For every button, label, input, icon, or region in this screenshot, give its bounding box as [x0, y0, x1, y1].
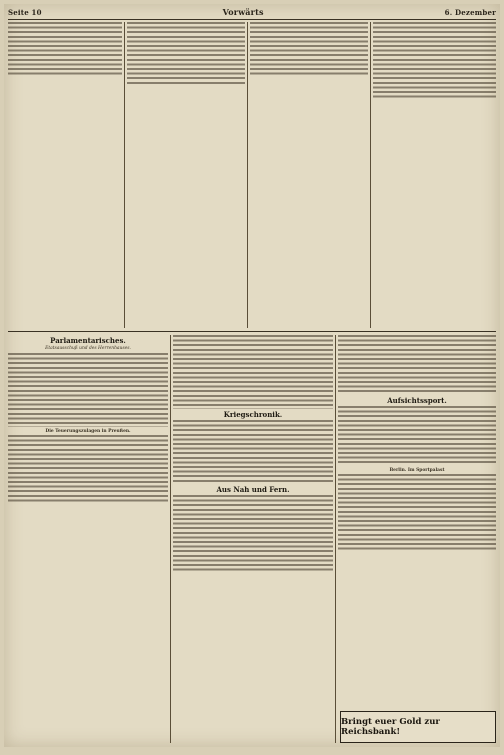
- sport-venue: Berlin. Im Sportpalast: [389, 467, 445, 473]
- section-rule: [8, 331, 496, 332]
- column-divider: [247, 22, 248, 328]
- column-text: [127, 22, 245, 86]
- column-divider: [370, 22, 371, 328]
- column-divider: [124, 22, 125, 328]
- top-column-3: [250, 22, 368, 328]
- column-divider: [170, 335, 171, 743]
- column-text: [8, 22, 122, 77]
- column-text: [8, 353, 168, 427]
- parliament-subsection: Die Teuerungszulagen in Preußen.: [45, 428, 131, 434]
- column-text: [173, 495, 333, 573]
- top-column-4: [373, 22, 496, 328]
- sport-heading: Aufsichtssport.: [387, 395, 447, 405]
- page-header: [8, 7, 496, 20]
- column-text: [173, 420, 333, 484]
- war-chronicle-heading: Kriegschronik.: [223, 409, 283, 419]
- war-column: [173, 335, 333, 743]
- top-column-2: [127, 22, 245, 328]
- issue-date: 6. Dezember: [444, 8, 496, 17]
- column-text: [338, 406, 496, 466]
- parliament-heading: Parlamentarisches.: [50, 336, 126, 345]
- column-text: [338, 335, 496, 395]
- column-text: [173, 335, 333, 409]
- masthead-title: Vorwärts: [222, 7, 264, 17]
- sport-column: [338, 335, 496, 707]
- column-text: [8, 435, 168, 504]
- near-far-heading: Aus Nah und Fern.: [216, 484, 290, 494]
- top-column-1: [8, 22, 122, 328]
- ad-text: Bringt euer Gold zur Reichsbank!: [341, 717, 440, 737]
- parliament-subhead: Etatsausschuß und des Herrenhauses.: [45, 346, 131, 351]
- newspaper-page: [4, 4, 500, 747]
- column-text: [373, 22, 496, 100]
- column-divider: [335, 335, 336, 743]
- gold-reichsbank-ad: [340, 711, 496, 743]
- column-text: [250, 22, 368, 77]
- page-number: Seite 10: [8, 8, 42, 17]
- parliament-column: [8, 335, 168, 743]
- column-text: [338, 474, 496, 552]
